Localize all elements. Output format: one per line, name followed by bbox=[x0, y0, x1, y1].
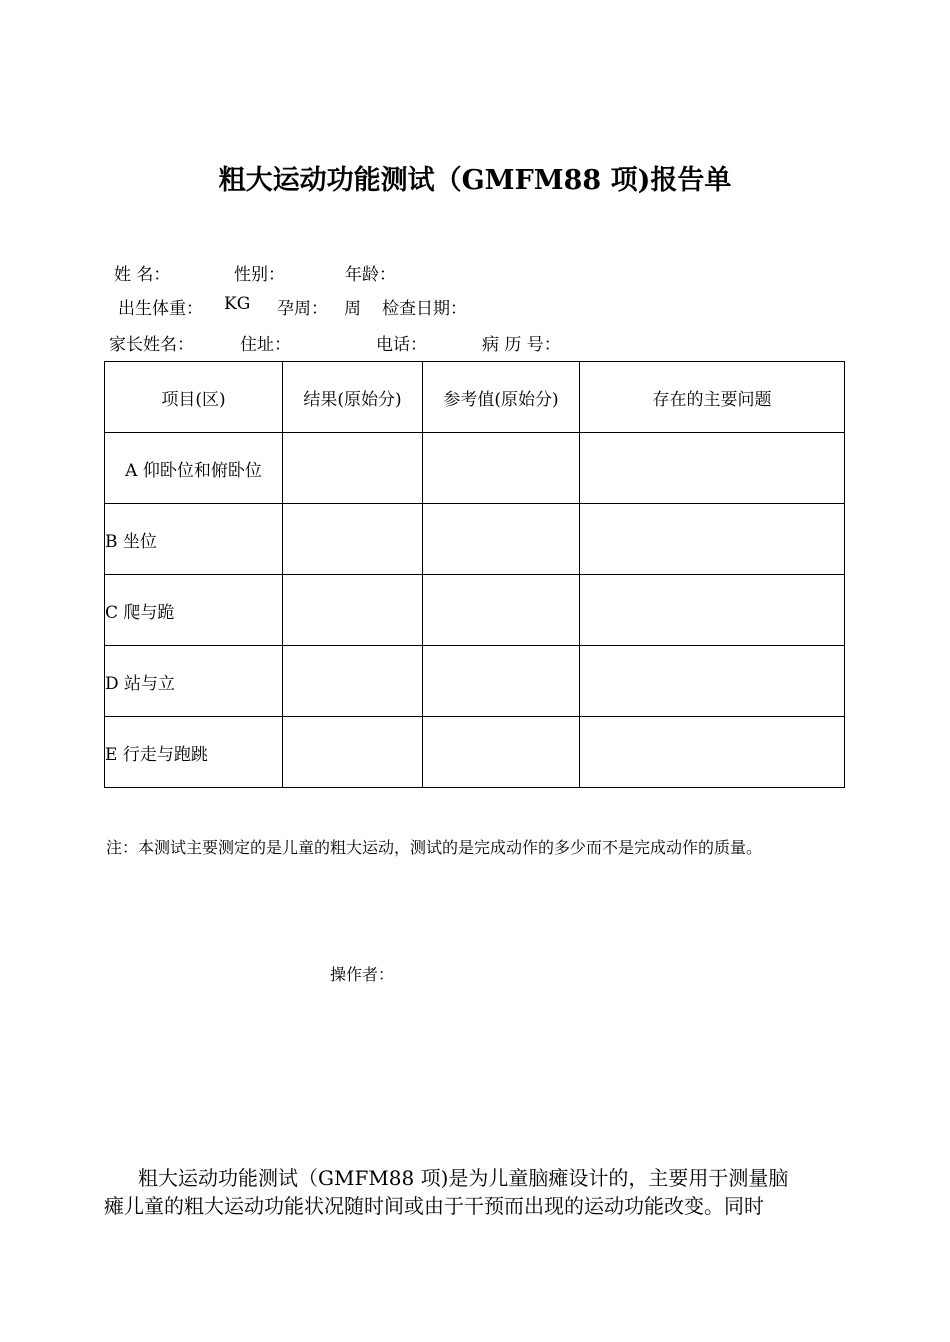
header-item: 项目(区) bbox=[105, 362, 283, 433]
problem-cell[interactable] bbox=[580, 433, 845, 504]
parent-name-label: 家长姓名： bbox=[109, 335, 194, 355]
phone-label: 电话： bbox=[376, 335, 427, 355]
note-text: 注：本测试主要测定的是儿童的粗大运动，测试的是完成动作的多少而不是完成动作的质量。 bbox=[106, 838, 763, 857]
problem-cell[interactable] bbox=[580, 717, 845, 788]
table-row bbox=[105, 504, 845, 575]
result-cell[interactable] bbox=[283, 504, 423, 575]
header-problem: 存在的主要问题 bbox=[580, 362, 845, 433]
table-row bbox=[105, 433, 845, 504]
reference-cell[interactable] bbox=[423, 433, 580, 504]
description-line-2: 瘫儿童的粗大运动功能状况随时间或由于干预而出现的运动功能改变。同时 bbox=[104, 1194, 764, 1218]
operator-label: 操作者： bbox=[330, 965, 395, 984]
header-result: 结果(原始分) bbox=[283, 362, 423, 433]
problem-cell[interactable] bbox=[580, 504, 845, 575]
problem-cell[interactable] bbox=[580, 575, 845, 646]
address-label: 住址： bbox=[240, 335, 291, 355]
age-label: 年龄： bbox=[345, 265, 396, 285]
report-table bbox=[104, 361, 845, 788]
result-cell[interactable] bbox=[283, 717, 423, 788]
report-title: 粗大运动功能测试（GMFM88 项)报告单 bbox=[218, 165, 732, 196]
birth-weight-label: 出生体重： bbox=[118, 299, 203, 319]
result-cell[interactable] bbox=[283, 433, 423, 504]
item-cell: A 仰卧位和俯卧位 bbox=[105, 433, 283, 504]
description-line-1: 粗大运动功能测试（GMFM88 项)是为儿童脑瘫设计的，主要用于测量脑 bbox=[138, 1166, 789, 1190]
table-row bbox=[105, 646, 845, 717]
table-row bbox=[105, 717, 845, 788]
name-label: 姓 名： bbox=[114, 265, 171, 285]
info-line-2 bbox=[0, 294, 950, 319]
info-line-1 bbox=[0, 260, 950, 285]
gestation-label: 孕周： bbox=[277, 299, 328, 319]
problem-cell[interactable] bbox=[580, 646, 845, 717]
description-paragraph bbox=[104, 1164, 864, 1220]
item-cell: C 爬与跪 bbox=[105, 575, 283, 646]
kg-unit: KG bbox=[224, 294, 251, 314]
gender-label: 性别： bbox=[234, 265, 285, 285]
week-unit: 周 bbox=[344, 299, 361, 319]
item-cell: B 坐位 bbox=[105, 504, 283, 575]
item-cell: E 行走与跑跳 bbox=[105, 717, 283, 788]
record-no-label: 病 历 号： bbox=[482, 335, 561, 355]
reference-cell[interactable] bbox=[423, 646, 580, 717]
reference-cell[interactable] bbox=[423, 717, 580, 788]
info-line-3 bbox=[0, 330, 950, 355]
reference-cell[interactable] bbox=[423, 575, 580, 646]
item-cell: D 站与立 bbox=[105, 646, 283, 717]
header-reference: 参考值(原始分) bbox=[423, 362, 580, 433]
table-row bbox=[105, 575, 845, 646]
result-cell[interactable] bbox=[283, 646, 423, 717]
table-header-row bbox=[105, 362, 845, 433]
result-cell[interactable] bbox=[283, 575, 423, 646]
exam-date-label: 检查日期： bbox=[382, 299, 467, 319]
reference-cell[interactable] bbox=[423, 504, 580, 575]
